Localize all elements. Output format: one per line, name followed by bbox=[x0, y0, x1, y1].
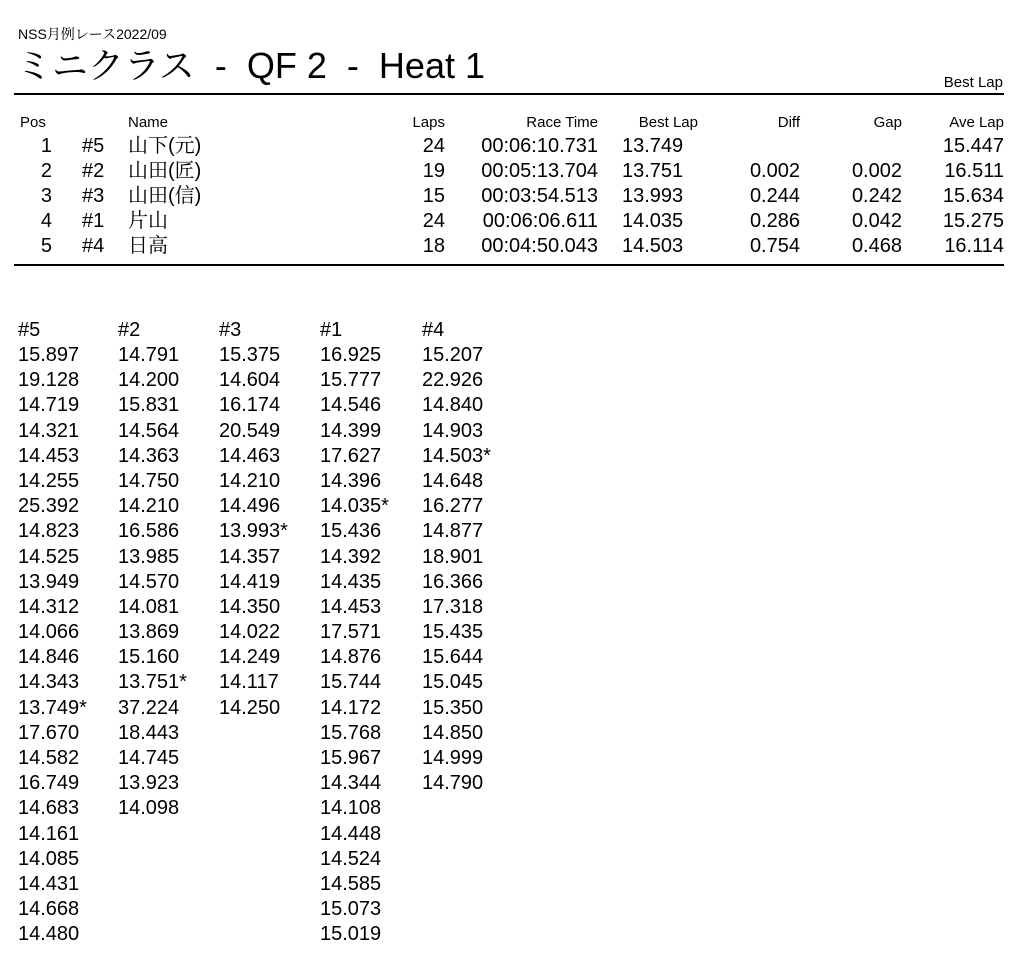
lap-time: 14.172 bbox=[320, 696, 382, 719]
result-race-time: 00:05:13.704 bbox=[481, 160, 598, 182]
lap-time: 14.396 bbox=[320, 469, 382, 492]
lap-column-car: #2 bbox=[118, 319, 141, 341]
lap-time: 13.869 bbox=[118, 621, 180, 644]
lap-time: 14.582 bbox=[18, 747, 80, 769]
lap-time: 14.255 bbox=[18, 469, 80, 492]
result-car-number: #1 bbox=[82, 210, 105, 232]
result-pos: 4 bbox=[40, 210, 52, 232]
result-row bbox=[0, 134, 1024, 159]
header-divider bbox=[14, 93, 1004, 95]
result-best-lap: 14.503 bbox=[622, 235, 684, 257]
lap-time: 15.160 bbox=[118, 646, 180, 669]
lap-time: 15.375 bbox=[219, 344, 281, 366]
result-best-lap: 14.035 bbox=[622, 210, 684, 232]
lap-time: 14.463 bbox=[219, 444, 281, 467]
lap-time: 14.022 bbox=[219, 621, 281, 644]
lap-column-car: #5 bbox=[18, 319, 41, 341]
lap-time: 16.586 bbox=[118, 520, 180, 543]
lap-time: 15.967 bbox=[320, 747, 382, 769]
lap-time: 15.207 bbox=[422, 344, 484, 366]
result-ave-lap: 15.634 bbox=[942, 185, 1004, 207]
lap-time: 16.277 bbox=[422, 495, 484, 518]
lap-time: 14.108 bbox=[320, 797, 382, 820]
lap-time: 15.768 bbox=[320, 721, 382, 744]
lap-time: 14.448 bbox=[320, 822, 382, 845]
result-gap: 0.468 bbox=[851, 235, 902, 257]
lap-time: 37.224 bbox=[118, 696, 180, 719]
lap-column bbox=[118, 318, 218, 822]
lap-time: 14.570 bbox=[118, 570, 180, 593]
lap-time: 20.549 bbox=[219, 419, 281, 442]
lap-time: 14.999 bbox=[422, 747, 484, 769]
result-diff: 0.754 bbox=[749, 235, 800, 257]
result-driver-name: 山下(元) bbox=[128, 135, 202, 157]
event-subtitle: NSS月例レース2022/09 bbox=[18, 26, 167, 42]
result-best-lap: 13.751 bbox=[622, 160, 684, 182]
lap-time: 14.850 bbox=[422, 721, 484, 744]
result-race-time: 00:06:10.731 bbox=[481, 135, 598, 157]
result-pos: 3 bbox=[40, 185, 52, 207]
lap-time: 14.648 bbox=[422, 469, 484, 492]
col-header-name: Name bbox=[128, 114, 169, 131]
lap-time: 14.876 bbox=[320, 646, 382, 669]
col-header-ave-lap: Ave Lap bbox=[949, 114, 1004, 131]
result-row bbox=[0, 159, 1024, 184]
lap-time: 15.831 bbox=[118, 394, 180, 417]
lap-time: 17.571 bbox=[320, 621, 382, 644]
lap-time: 13.949 bbox=[18, 570, 80, 593]
lap-time: 14.250 bbox=[219, 696, 281, 719]
lap-time: 14.350 bbox=[219, 595, 281, 618]
result-race-time: 00:03:54.513 bbox=[481, 185, 598, 207]
lap-column bbox=[422, 318, 522, 796]
lap-time: 15.436 bbox=[320, 520, 382, 543]
lap-time: 16.925 bbox=[320, 344, 382, 366]
lap-time: 13.923 bbox=[118, 772, 180, 795]
lap-time: 14.312 bbox=[18, 595, 80, 618]
result-ave-lap: 16.114 bbox=[944, 235, 1004, 257]
lap-time: 14.435 bbox=[320, 570, 382, 593]
result-laps: 18 bbox=[422, 235, 445, 257]
lap-time: 14.604 bbox=[219, 369, 281, 392]
result-row bbox=[0, 184, 1024, 209]
lap-time: 14.877 bbox=[422, 520, 484, 543]
result-laps: 24 bbox=[422, 210, 445, 232]
lap-time: 15.644 bbox=[422, 646, 484, 669]
result-car-number: #3 bbox=[82, 185, 105, 207]
col-header-laps: Laps bbox=[412, 114, 445, 131]
result-diff: 0.286 bbox=[749, 210, 800, 232]
lap-time: 14.085 bbox=[18, 847, 80, 870]
lap-time: 14.525 bbox=[18, 545, 80, 568]
result-pos: 5 bbox=[40, 235, 52, 257]
lap-time: 14.363 bbox=[118, 444, 180, 467]
page-title: ミニクラス - QF 2 - Heat 1 bbox=[16, 45, 485, 86]
result-laps: 19 bbox=[422, 160, 445, 182]
lap-time: 17.318 bbox=[422, 595, 484, 618]
result-pos: 2 bbox=[40, 160, 52, 182]
lap-time: 15.045 bbox=[422, 671, 484, 694]
col-header-best-lap: Best Lap bbox=[638, 114, 698, 131]
lap-time: 15.777 bbox=[320, 369, 382, 392]
results-divider bbox=[14, 264, 1004, 266]
lap-column-car: #3 bbox=[219, 319, 242, 341]
lap-time: 15.897 bbox=[18, 344, 80, 366]
lap-time: 13.749* bbox=[18, 696, 87, 719]
lap-time: 14.823 bbox=[18, 520, 80, 543]
lap-time: 14.791 bbox=[118, 344, 180, 366]
lap-time: 14.399 bbox=[320, 419, 382, 442]
lap-time: 14.321 bbox=[18, 419, 80, 442]
result-driver-name: 山田(匠) bbox=[128, 160, 202, 182]
result-race-time: 00:04:50.043 bbox=[481, 235, 598, 257]
lap-time: 14.098 bbox=[118, 797, 180, 820]
lap-time: 15.019 bbox=[320, 923, 382, 946]
lap-time: 14.081 bbox=[118, 595, 180, 618]
lap-column bbox=[219, 318, 319, 721]
lap-time: 14.496 bbox=[219, 495, 281, 518]
lap-time: 16.749 bbox=[18, 772, 80, 795]
result-race-time: 00:06:06.611 bbox=[482, 210, 598, 232]
lap-column bbox=[18, 318, 118, 948]
lap-column-car: #1 bbox=[320, 319, 343, 341]
lap-time: 14.745 bbox=[118, 747, 180, 769]
lap-time: 17.670 bbox=[18, 721, 80, 744]
lap-time: 14.210 bbox=[219, 469, 281, 492]
lap-time: 14.546 bbox=[320, 394, 382, 417]
result-driver-name: 山田(信) bbox=[128, 185, 202, 207]
lap-time: 14.524 bbox=[320, 847, 382, 870]
lap-time: 14.344 bbox=[320, 772, 382, 795]
lap-time: 14.419 bbox=[219, 570, 281, 593]
lap-time: 14.249 bbox=[219, 646, 281, 669]
lap-time: 15.744 bbox=[320, 671, 382, 694]
lap-time: 16.174 bbox=[219, 394, 281, 417]
lap-time: 14.431 bbox=[18, 872, 80, 895]
lap-time: 13.993* bbox=[219, 520, 288, 543]
result-best-lap: 13.749 bbox=[622, 135, 684, 157]
lap-time: 14.357 bbox=[219, 545, 281, 568]
result-row bbox=[0, 209, 1024, 234]
lap-time: 14.840 bbox=[422, 394, 484, 417]
result-driver-name: 日高 bbox=[128, 235, 168, 257]
lap-time: 14.668 bbox=[18, 898, 80, 921]
lap-time: 14.683 bbox=[18, 797, 80, 820]
lap-time: 25.392 bbox=[18, 495, 80, 518]
result-pos: 1 bbox=[40, 135, 52, 157]
lap-time: 18.443 bbox=[118, 721, 180, 744]
result-car-number: #4 bbox=[82, 235, 105, 257]
results-table bbox=[0, 112, 1024, 259]
lap-time: 13.985 bbox=[118, 545, 180, 568]
results-header-row bbox=[0, 112, 1024, 134]
lap-time: 14.066 bbox=[18, 621, 80, 644]
result-gap: 0.242 bbox=[851, 185, 902, 207]
lap-time: 14.453 bbox=[18, 444, 80, 467]
col-header-gap: Gap bbox=[873, 114, 902, 131]
result-driver-name: 片山 bbox=[128, 210, 168, 232]
lap-time: 14.790 bbox=[422, 772, 484, 795]
lap-time: 14.585 bbox=[320, 872, 382, 895]
lap-time: 19.128 bbox=[18, 369, 80, 392]
lap-time: 18.901 bbox=[422, 545, 484, 568]
col-header-diff: Diff bbox=[777, 114, 800, 131]
lap-time: 14.480 bbox=[18, 923, 80, 946]
result-gap: 0.042 bbox=[851, 210, 902, 232]
result-diff: 0.002 bbox=[749, 160, 800, 182]
lap-time: 14.719 bbox=[18, 394, 80, 417]
result-row bbox=[0, 234, 1024, 259]
lap-time: 14.750 bbox=[118, 469, 180, 492]
result-ave-lap: 16.511 bbox=[944, 160, 1004, 182]
lap-time: 14.035* bbox=[320, 495, 389, 518]
lap-column-car: #4 bbox=[422, 319, 445, 341]
result-gap: 0.002 bbox=[851, 160, 902, 182]
lap-time: 15.073 bbox=[320, 898, 382, 921]
best-lap-label: Best Lap bbox=[943, 74, 1003, 91]
result-diff: 0.244 bbox=[749, 185, 800, 207]
result-car-number: #5 bbox=[82, 135, 105, 157]
lap-time: 14.846 bbox=[18, 646, 80, 669]
lap-time: 15.350 bbox=[422, 696, 484, 719]
lap-time: 14.453 bbox=[320, 595, 382, 618]
lap-time: 14.161 bbox=[18, 822, 80, 845]
lap-time: 14.200 bbox=[118, 369, 180, 392]
lap-time: 14.210 bbox=[118, 495, 180, 518]
lap-time: 17.627 bbox=[320, 444, 382, 467]
lap-time: 22.926 bbox=[422, 369, 484, 392]
lap-time: 14.392 bbox=[320, 545, 382, 568]
lap-time: 14.117 bbox=[219, 671, 279, 694]
result-ave-lap: 15.447 bbox=[942, 135, 1004, 157]
col-header-pos: Pos bbox=[20, 114, 46, 131]
lap-time: 14.903 bbox=[422, 419, 484, 442]
result-car-number: #2 bbox=[82, 160, 105, 182]
lap-time: 15.435 bbox=[422, 621, 484, 644]
result-laps: 15 bbox=[422, 185, 445, 207]
lap-time: 13.751* bbox=[118, 671, 187, 694]
lap-time: 16.366 bbox=[422, 570, 484, 593]
lap-time: 14.564 bbox=[118, 419, 180, 442]
col-header-race-time: Race Time bbox=[526, 114, 598, 131]
result-ave-lap: 15.275 bbox=[942, 210, 1004, 232]
lap-time: 14.503* bbox=[422, 444, 491, 467]
lap-column bbox=[320, 318, 420, 948]
lap-time: 14.343 bbox=[18, 671, 80, 694]
result-laps: 24 bbox=[422, 135, 445, 157]
result-best-lap: 13.993 bbox=[622, 185, 684, 207]
